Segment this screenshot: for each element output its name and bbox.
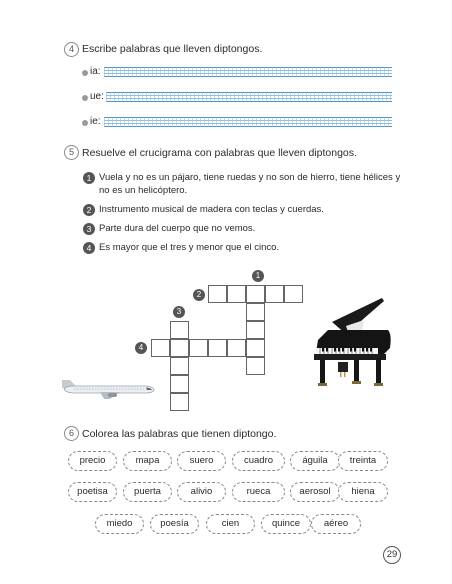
word-chip-precio[interactable]: precio bbox=[68, 451, 117, 471]
item-ia-label: ia: bbox=[90, 66, 101, 77]
clue-1-text bbox=[99, 171, 400, 197]
word-chip-hiena[interactable]: hiena bbox=[338, 482, 388, 502]
grand-piano-image bbox=[310, 296, 394, 388]
exercise-4-number: 4 bbox=[64, 42, 79, 57]
bullet-icon bbox=[82, 95, 88, 101]
clue-2-number: 2 bbox=[83, 204, 95, 216]
clue-1-line-2: no es un helicóptero. bbox=[99, 185, 188, 196]
crossword-cell[interactable] bbox=[170, 357, 189, 375]
word-chip-alivio[interactable]: alivio bbox=[177, 482, 226, 502]
crossword-cell[interactable] bbox=[246, 339, 265, 357]
answer-lines-ia[interactable] bbox=[104, 67, 392, 77]
answer-lines-ue[interactable] bbox=[106, 92, 392, 102]
crossword-number-1: 1 bbox=[252, 270, 264, 282]
crossword-number-3: 3 bbox=[173, 306, 185, 318]
word-chip-poetisa[interactable]: poetisa bbox=[68, 482, 117, 502]
crossword-cell[interactable] bbox=[265, 285, 284, 303]
crossword-cell[interactable] bbox=[246, 321, 265, 339]
bullet-icon bbox=[82, 120, 88, 126]
crossword-number-4: 4 bbox=[135, 342, 147, 354]
word-chip-aereo[interactable]: aéreo bbox=[311, 514, 361, 534]
clue-4-number: 4 bbox=[83, 242, 95, 254]
clue-3-number: 3 bbox=[83, 223, 95, 235]
crossword-cell[interactable] bbox=[227, 339, 246, 357]
word-chip-rueca[interactable]: rueca bbox=[232, 482, 285, 502]
exercise-4-instruction: Escribe palabras que lleven diptongos. bbox=[82, 43, 263, 55]
clue-1-number: 1 bbox=[83, 172, 95, 184]
crossword-cell[interactable] bbox=[208, 339, 227, 357]
exercise-5-instruction: Resuelve el crucigrama con palabras que lleven diptongos. bbox=[82, 147, 357, 159]
word-chip-cuadro[interactable]: cuadro bbox=[232, 451, 285, 471]
word-chip-aerosol[interactable]: aerosol bbox=[290, 482, 340, 502]
item-ue-label: ue: bbox=[90, 91, 104, 102]
word-chip-puerta[interactable]: puerta bbox=[123, 482, 172, 502]
word-chip-quince[interactable]: quince bbox=[261, 514, 311, 534]
crossword-cell[interactable] bbox=[246, 357, 265, 375]
clue-3-text: Parte dura del cuerpo que no vemos. bbox=[99, 223, 256, 234]
item-ie-label: ie: bbox=[90, 116, 101, 127]
crossword-cell[interactable] bbox=[246, 285, 265, 303]
word-chip-mapa[interactable]: mapa bbox=[123, 451, 172, 471]
clue-2-text: Instrumento musical de madera con teclas y cuerdas. bbox=[99, 204, 324, 215]
airplane-image bbox=[60, 378, 156, 400]
crossword-cell[interactable] bbox=[189, 339, 208, 357]
word-chip-suero[interactable]: suero bbox=[177, 451, 226, 471]
crossword-cell[interactable] bbox=[246, 303, 265, 321]
exercise-6-instruction: Colorea las palabras que tienen diptongo. bbox=[82, 428, 277, 440]
word-chip-treinta[interactable]: treinta bbox=[338, 451, 388, 471]
word-chip-miedo[interactable]: miedo bbox=[95, 514, 144, 534]
word-chip-poesia[interactable]: poesía bbox=[150, 514, 199, 534]
page-number: 29 bbox=[383, 546, 401, 564]
exercise-5-number: 5 bbox=[64, 145, 79, 160]
crossword-cell[interactable] bbox=[227, 285, 246, 303]
crossword-cell[interactable] bbox=[151, 339, 170, 357]
word-chip-cien[interactable]: cien bbox=[206, 514, 255, 534]
crossword-number-2: 2 bbox=[193, 289, 205, 301]
word-chip-aguila[interactable]: águila bbox=[290, 451, 340, 471]
crossword-cell[interactable] bbox=[170, 393, 189, 411]
answer-lines-ie[interactable] bbox=[104, 117, 392, 127]
crossword-cell[interactable] bbox=[208, 285, 227, 303]
clue-1-line-1: Vuela y no es un pájaro, tiene ruedas y no son de hierro, tiene hélices y bbox=[99, 172, 401, 183]
bullet-icon bbox=[82, 70, 88, 76]
clue-4-text: Es mayor que el tres y menor que el cinco. bbox=[99, 242, 280, 253]
crossword-cell[interactable] bbox=[170, 375, 189, 393]
crossword-cell[interactable] bbox=[284, 285, 303, 303]
exercise-6-number: 6 bbox=[64, 426, 79, 441]
crossword-cell[interactable] bbox=[170, 339, 189, 357]
crossword-cell[interactable] bbox=[170, 321, 189, 339]
